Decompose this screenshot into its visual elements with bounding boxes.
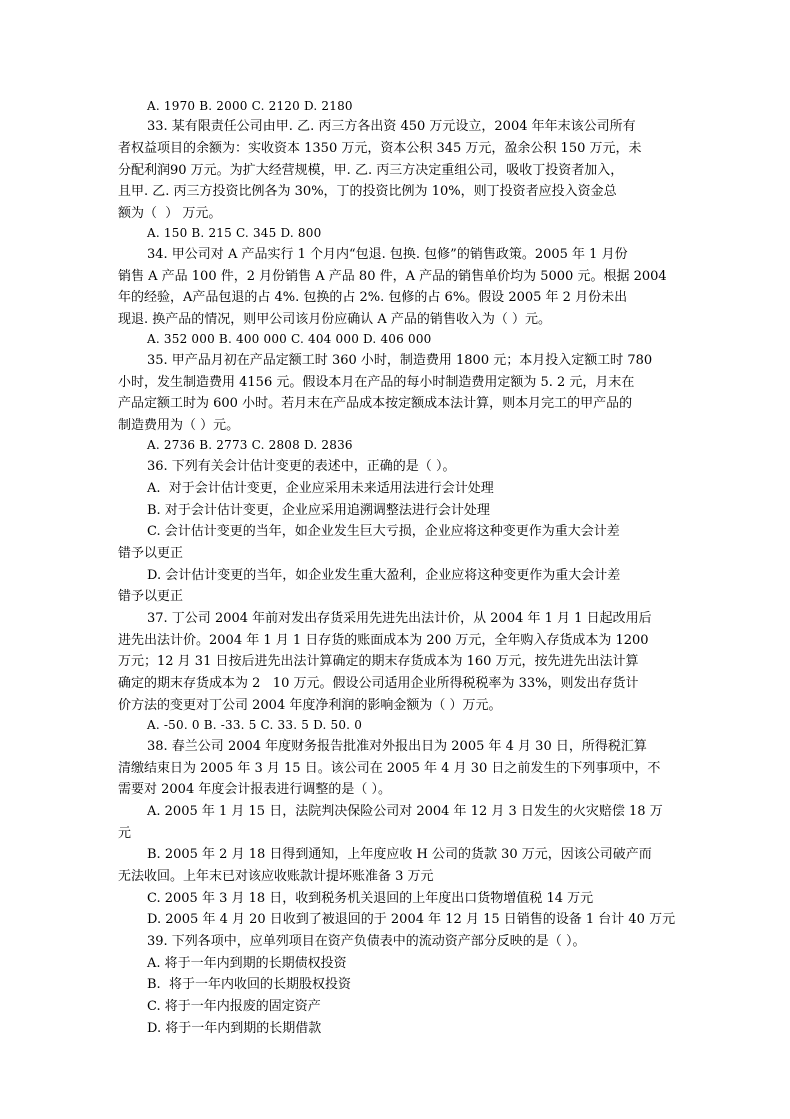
- option-c: C. 2005 年 3 月 18 日，收到税务机关退回的上年度出口货物增值税 14 万元: [147, 891, 594, 906]
- options-q35: A. 2736 B. 2773 C. 2808 D. 2836: [147, 438, 353, 452]
- option-b: B. 对于会计估计变更，企业应采用追溯调整法进行会计处理: [147, 503, 490, 518]
- option-a: A. 对于会计估计变更，企业应采用未来适用法进行会计处理: [147, 481, 494, 496]
- text-line: 小时，发生制造费用 4156 元。假设本月在产品的每小时制造费用定额为 5. 2 元，月末在: [118, 375, 635, 390]
- option-c: C. 将于一年内报废的固定资产: [147, 999, 321, 1014]
- text-line: 进先出法计价。2004 年 1 月 1 日存货的账面成本为 200 万元，全年购入存货成本为 1200: [118, 633, 649, 648]
- question-33: 33. 某有限责任公司由甲. 乙. 丙三方各出资 450 万元设立，2004 年年末该公司所有: [147, 119, 636, 134]
- text-line: 价方法的变更对丁公司 2004 年度净利润的影响金额为（ ）万元。: [118, 698, 502, 713]
- text-line: 错予以更正: [118, 589, 184, 604]
- text-line: 产品定额工时为 600 小时。若月末在产品成本按定额成本法计算，则本月完工的甲产品的: [118, 396, 633, 411]
- option-c: C. 会计估计变更的当年，如企业发生巨大亏损，企业应将这种变更作为重大会计差: [147, 524, 620, 539]
- text-line: 制造费用为（ ）元。: [118, 418, 240, 433]
- text-line: 销售 A 产品 100 件，2 月份销售 A 产品 80 件，A 产品的销售单价均为 5000 元。根据 2004: [118, 269, 667, 284]
- text-line: 万元；12 月 31 日按后进先出法计算确定的期末存货成本为 160 万元，按先进先出法计算: [118, 654, 639, 669]
- options-q33: A. 150 B. 215 C. 345 D. 800: [147, 226, 322, 240]
- text-line: 者权益项目的余额为：实收资本 1350 万元，资本公积 345 万元，盈余公积 150 万元，未: [118, 141, 642, 156]
- option-d: D. 会计估计变更的当年，如企业发生重大盈利，企业应将这种变更作为重大会计差: [147, 568, 621, 583]
- question-38: 38. 春兰公司 2004 年度财务报告批准对外报出日为 2005 年 4 月 30 日，所得税汇算: [147, 739, 647, 754]
- text-line: 年的经验，A产品包退的占 4%. 包换的占 2%. 包修的占 6%。假设 2005 年 2 月份未出: [118, 290, 628, 305]
- option-a: A. 2005 年 1 月 15 日，法院判决保险公司对 2004 年 12 月 3 日发生的火灾赔偿 18 万: [147, 804, 663, 819]
- text-line: 且甲. 乙. 丙三方投资比例各为 30%，丁的投资比例为 10%，则丁投资者应投入资金总: [118, 184, 617, 199]
- option-d: D. 2005 年 4 月 20 日收到了被退回的于 2004 年 12 月 15 日销售的设备 1 台计 40 万元: [147, 912, 676, 927]
- options-q37: A. -50. 0 B. -33. 5 C. 33. 5 D. 50. 0: [147, 718, 363, 732]
- text-line: 现退. 换产品的情况，则甲公司该月份应确认 A 产品的销售收入为（ ）元。: [118, 312, 552, 327]
- text-line: 分配利润90 万元。为扩大经营规模，甲. 乙. 丙三方决定重组公司，吸收丁投资者加入，: [118, 163, 624, 178]
- option-d: D. 将于一年内到期的长期借款: [147, 1021, 322, 1036]
- text-line: 额为（ ） 万元。: [118, 206, 222, 221]
- options-q34: A. 352 000 B. 400 000 C. 404 000 D. 406 000: [147, 332, 432, 346]
- question-39: 39. 下列各项中，应单列项目在资产负债表中的流动资产部分反映的是（ ）。: [147, 934, 586, 949]
- options-q32: A. 1970 B. 2000 C. 2120 D. 2180: [147, 99, 353, 113]
- question-37: 37. 丁公司 2004 年前对发出存货采用先进先出法计价，从 2004 年 1 月 1 日起改用后: [147, 611, 652, 626]
- text-line: 清缴结束日为 2005 年 3 月 15 日。该公司在 2005 年 4 月 30 日之前发生的下列事项中，不: [118, 761, 661, 776]
- text-line: 需要对 2004 年度会计报表进行调整的是（ ）。: [118, 782, 391, 797]
- option-b: B. 2005 年 2 月 18 日得到通知，上年度应收 H 公司的货款 30 万元，因该公司破产而: [147, 847, 652, 862]
- question-34: 34. 甲公司对 A 产品实行 1 个月内“包退. 包换. 包修”的销售政策。2005 年 1 月份: [147, 247, 628, 262]
- option-a: A. 将于一年内到期的长期债权投资: [147, 956, 347, 971]
- option-b: B. 将于一年内收回的长期股权投资: [147, 977, 351, 992]
- text-line: 无法收回。上年末已对该应收账款计提坏账准备 3 万元: [118, 869, 434, 884]
- question-35: 35. 甲产品月初在产品定额工时 360 小时，制造费用 1800 元；本月投入定额工时 780: [147, 353, 653, 368]
- question-36: 36. 下列有关会计估计变更的表述中，正确的是（ ）。: [147, 459, 456, 474]
- text-line: 元: [118, 826, 132, 841]
- text-line: 错予以更正: [118, 546, 184, 561]
- text-line: 确定的期末存货成本为 2 10 万元。假设公司适用企业所得税税率为 33%，则发出存货计: [118, 676, 639, 691]
